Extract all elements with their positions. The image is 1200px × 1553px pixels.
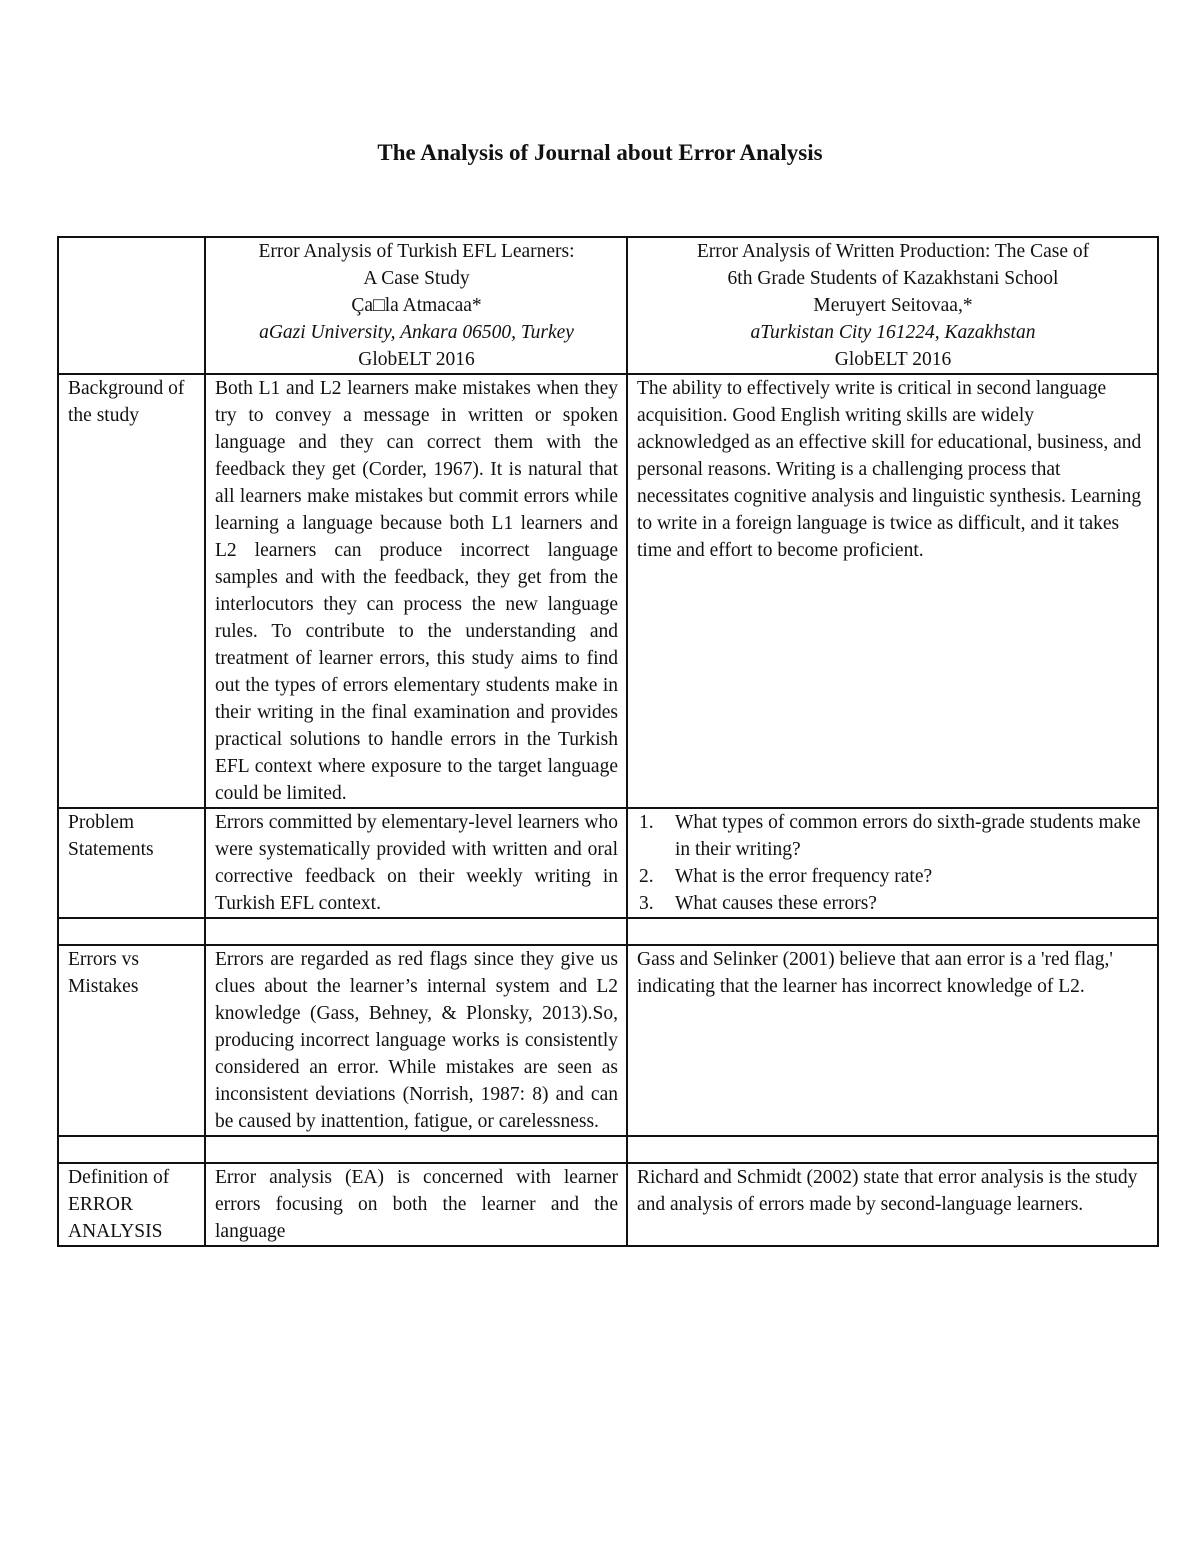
journal-2-errors-vs-mistakes: Gass and Selinker (2001) believe that aan error is a 'red flag,' indicating that the learner has incorrect knowledge of L2. [627, 945, 1158, 1136]
row-label-errors-vs-mistakes: Errors vs Mistakes [58, 945, 205, 1136]
empty-row [58, 918, 1158, 945]
journal-2-definition: Richard and Schmidt (2002) state that error analysis is the study and analysis of errors made by second-language learners. [627, 1163, 1158, 1246]
list-item [639, 863, 1149, 890]
problem-questions-list [637, 809, 1149, 917]
journal-1-errors-vs-mistakes: Errors are regarded as red flags since they give us clues about the learner’s internal system and L2 knowledge (Gass, Behney, & Plonsky, 2013).So, producing incorrect language works is consistently considered an error. While mistakes are seen as inconsistent deviations (Norrish, 1987: 8) and can be caused by inattention, fatigue, or carelessness. [205, 945, 627, 1136]
empty-header-cell [58, 237, 205, 374]
journal-2-header [627, 237, 1158, 374]
journal-1-title-line-2: A Case Study [363, 268, 470, 289]
table-header-row [58, 237, 1158, 374]
empty-cell [205, 918, 627, 945]
empty-row [58, 1136, 1158, 1163]
journal-2-affiliation: aTurkistan City 161224, Kazakhstan [750, 322, 1036, 343]
table-row-background [58, 374, 1158, 808]
journal-1-definition: Error analysis (EA) is concerned with learner errors focusing on both the learner and the language [205, 1163, 627, 1246]
page-title: The Analysis of Journal about Error Analysis [377, 140, 823, 165]
journal-1-author: Ça□la Atmacaa* [351, 295, 482, 316]
journal-2-background: The ability to effectively write is critical in second language acquisition. Good English writing skills are widely acknowledged as an effective skill for educational, business, and personal reasons. Writing is a challenging process that necessitates cognitive analysis and linguistic synthesis. Learning to write in a foreign language is twice as difficult, and it takes time and effort to become proficient. [627, 374, 1158, 808]
table-row-errors-vs-mistakes [58, 945, 1158, 1136]
row-label-definition [58, 1163, 205, 1246]
table-row-problem [58, 808, 1158, 918]
list-number: 1. [639, 812, 654, 833]
journal-2-conference: GlobELT 2016 [834, 349, 952, 370]
list-text: What causes these errors? [675, 893, 877, 914]
journal-1-background: Both L1 and L2 learners make mistakes when they try to convey a message in written or spoken language and they can correct them with the feedback they get (Corder, 1967). It is natural that all learners make mistakes but commit errors while learning a language because both L1 learners and L2 learners can produce incorrect language samples and with the feedback, they get from the interlocutors they can process the new language rules. To contribute to the understanding and treatment of learner errors, this study aims to find out the types of errors elementary students make in their writing in the final examination and provides practical solutions to handle errors in the Turkish EFL context where exposure to the target language could be limited. [205, 374, 627, 808]
row-label-problem: Problem Statements [58, 808, 205, 918]
row-label-background: Background of the study [58, 374, 205, 808]
journal-2-author: Meruyert Seitovaa,* [813, 295, 973, 316]
empty-cell [627, 1136, 1158, 1163]
journal-2-problem [627, 808, 1158, 918]
journal-1-affiliation: aGazi University, Ankara 06500, Turkey [259, 322, 574, 343]
list-item [639, 890, 1149, 917]
row-label-definition-line-1: Definition of [68, 1167, 170, 1188]
list-number: 2. [639, 866, 654, 887]
row-label-definition-line-2: ERROR ANALYSIS [68, 1194, 163, 1242]
analysis-table [57, 236, 1159, 1247]
list-text: What types of common errors do sixth-grade students make in their writing? [675, 812, 1141, 860]
empty-cell [58, 1136, 205, 1163]
empty-cell [205, 1136, 627, 1163]
journal-1-conference: GlobELT 2016 [358, 349, 475, 370]
list-text: What is the error frequency rate? [675, 866, 933, 887]
table-row-definition [58, 1163, 1158, 1246]
journal-2-title-line-2: 6th Grade Students of Kazakhstani School [727, 268, 1059, 289]
list-item [639, 809, 1149, 863]
journal-2-title-line-1: Error Analysis of Written Production: The Case of [696, 241, 1090, 262]
journal-1-header [205, 237, 627, 374]
journal-1-problem: Errors committed by elementary-level learners who were systematically provided with written and oral corrective feedback on their weekly writing in Turkish EFL context. [205, 808, 627, 918]
journal-1-title-line-1: Error Analysis of Turkish EFL Learners: [258, 241, 575, 262]
empty-cell [627, 918, 1158, 945]
list-number: 3. [639, 893, 654, 914]
empty-cell [58, 918, 205, 945]
